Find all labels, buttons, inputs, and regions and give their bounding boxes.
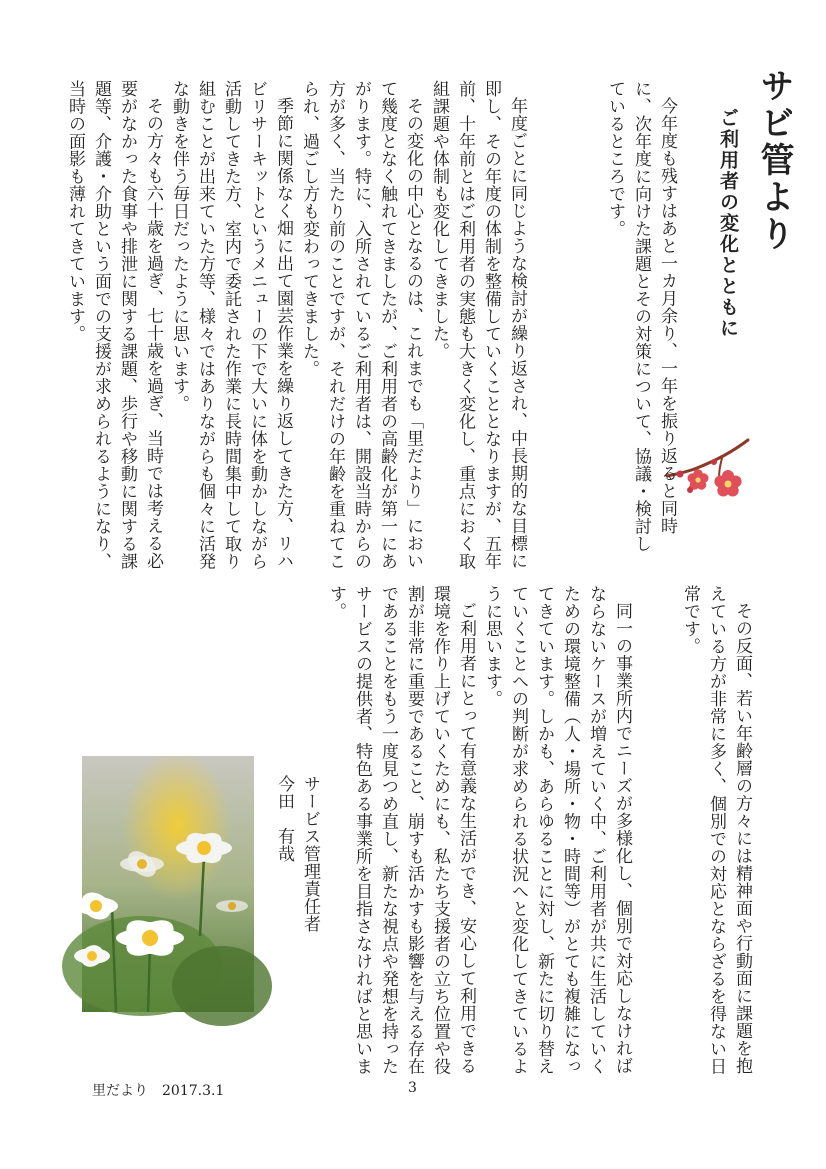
page-subtitle: ご利用者の変化とともに	[717, 108, 739, 339]
article-body-top	[65, 80, 530, 570]
article-body-bottom	[274, 585, 635, 1075]
paragraph: 同一の事業所内でニーズが多様化し、個別で対応しなければならないケースが増えていく中、ご利用者が共に生活していくための環境整備（人・場所・物・時間等）がとても複雑になってきています。しかも、あらゆることに対し、新たに切り替えていくことへの判断が求められる状況へと変化してきているように思います。	[482, 585, 632, 1075]
article-intro	[555, 80, 680, 560]
paragraph: その反面、若い年齢層の方々には精神面や行動面に課題を抱えている方が非常に多く、個別での対応とならざるを得ない日常です。	[680, 585, 752, 1075]
paragraph: 年度ごとに同じような検討が繰り返され、中長期的な目標に即し、その年度の体制を整備していくこととなりますが、五年前、十年前とはご利用者の実態も大きく変化し、重点におく取組課題や体制も変化してきました。	[429, 80, 527, 570]
paragraph: ご利用者にとって有意義な生活ができ、安心して利用できる環境を作り上げていくためにも、私たち支援者の立ち位置や役割が非常に重要であること、崩すも活かすも影響を与える存在であることをもう一度見つめ直し、新たな視点や発想を持ったサービスの提供者、特色ある事業所を目指さなければと思います。	[326, 585, 476, 1075]
page-number: 3	[408, 1080, 417, 1096]
signature-name: 今田 有哉	[274, 775, 294, 863]
paragraph: その変化の中心となるのは、これまでも「里だより」において幾度となく触れてきましたが、ご利用者の高齢化が第一にあがります。特に、入所されているご利用者は、開設当時からの方が多く、当たり前のことですが、それだけの年齢を重ねてこられ、過ごし方も変わってきました。	[299, 80, 423, 570]
paragraph: 季節に関係なく畑に出て園芸作業を繰り返してきた方、リハビリサーキットというメニューの下で大いに体を動かしながら活動してきた方、室内で委託された作業に長時間集中して取り組むことが出来ていた方等、様々ではありながらも個々に活発な動きを伴う毎日だったように思います。	[169, 80, 293, 570]
article-body-continued	[655, 585, 755, 1075]
title-block	[690, 68, 800, 448]
signature-title: サービス管理責任者	[300, 775, 320, 933]
paragraph: 今年度も残すはあと一カ月余り、一年を振り返ると同時に、次年度に向けた課題とその対策について、協議・検討しているところです。	[605, 80, 677, 553]
page-title: サビ管より	[754, 68, 794, 253]
paragraph: その方々も六十歳を過ぎ、七十歳を過ぎ、当時では考える必要がなかった食事や排泄に関する課題、歩行や移動に関する課題等、介護・介助という面での支援が求められるようになり、当時の面影も薄れてきています。	[65, 80, 163, 570]
daisy-photo	[82, 756, 254, 1012]
publication-footer: 里だより 2017.3.1	[92, 1083, 225, 1099]
